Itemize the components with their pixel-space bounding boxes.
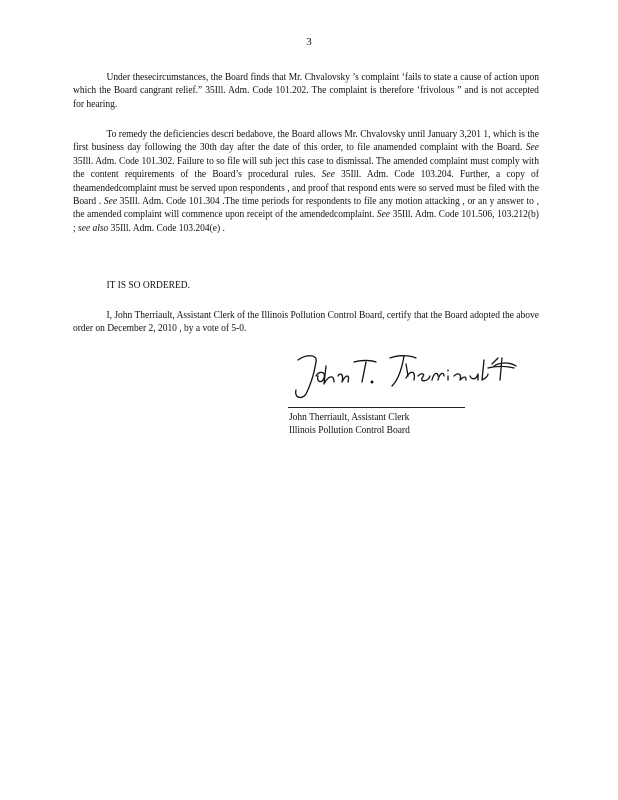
paragraph-text: I, John Therriault, Assistant Clerk of the Illinois Pollution Control Board, certify that the Board adopted the above order on December 2, 2010 , by a vote of 5-0.: [73, 310, 539, 335]
clerk-certification: [73, 309, 539, 336]
signature-line: [288, 407, 465, 408]
paragraph-amended-complaint: [73, 128, 539, 235]
signer-block: [289, 411, 410, 438]
signature-image: [288, 346, 528, 404]
signer-name: John Therriault, Assistant Clerk: [289, 412, 410, 423]
paragraph-text: IT IS SO ORDERED.: [106, 280, 191, 291]
citation-signal: See: [525, 142, 539, 154]
signer-title: Illinois Pollution Control Board: [289, 425, 410, 437]
paragraph-text: To remedy the deficiencies descri bedabove, the Board allows Mr. Chvalovsky until January 3,201 1, which is the first business day following the 30th day after the date of this order, to file anamended complaint with the Board.: [73, 129, 539, 154]
paragraph-text: 35Ill. Adm. Code 101.302. Failure to so file will sub ject this case to dismissal. The amended complaint must comply with the content requirements of the Board’s procedural rules.: [73, 155, 539, 181]
paragraph-text: 35Ill. Adm. Code 103.204. Further, a copy of theamendedcomplaint must be served upon respondents , and proof that respond ents were so served must be filed with the Board .: [73, 169, 539, 208]
paragraph-text: 35Ill. Adm. Code 101.506, 103.212(b) ;: [73, 209, 539, 234]
paragraph-frivolous-finding: [73, 71, 539, 111]
paragraph-text: Under thesecircumstances, the Board finds that Mr. Chvalovsky ’s complaint ‘fails to state a cause of action upon which the Board cangrant relief.” 35Ill. Adm. Code 101.202. The complaint is therefore ‘frivolous ” and is not accepted for hearing.: [73, 72, 539, 110]
citation-signal: see also: [78, 222, 109, 234]
order-statement: [73, 279, 539, 292]
handwritten-signature: [288, 346, 478, 404]
citation-signal: See: [321, 169, 335, 181]
paragraph-text: 35Ill. Adm. Code 101.304 .The time periods for respondents to file any motion attacking , or an y answer to , the amended complaint will commence upon receipt of the amendedcomplaint.: [73, 196, 539, 221]
paragraph-text: 35Ill. Adm. Code 103.204(e) .: [110, 222, 225, 234]
citation-signal: See: [103, 196, 118, 208]
citation-signal: See: [376, 209, 390, 221]
page-number: 3: [306, 36, 312, 48]
